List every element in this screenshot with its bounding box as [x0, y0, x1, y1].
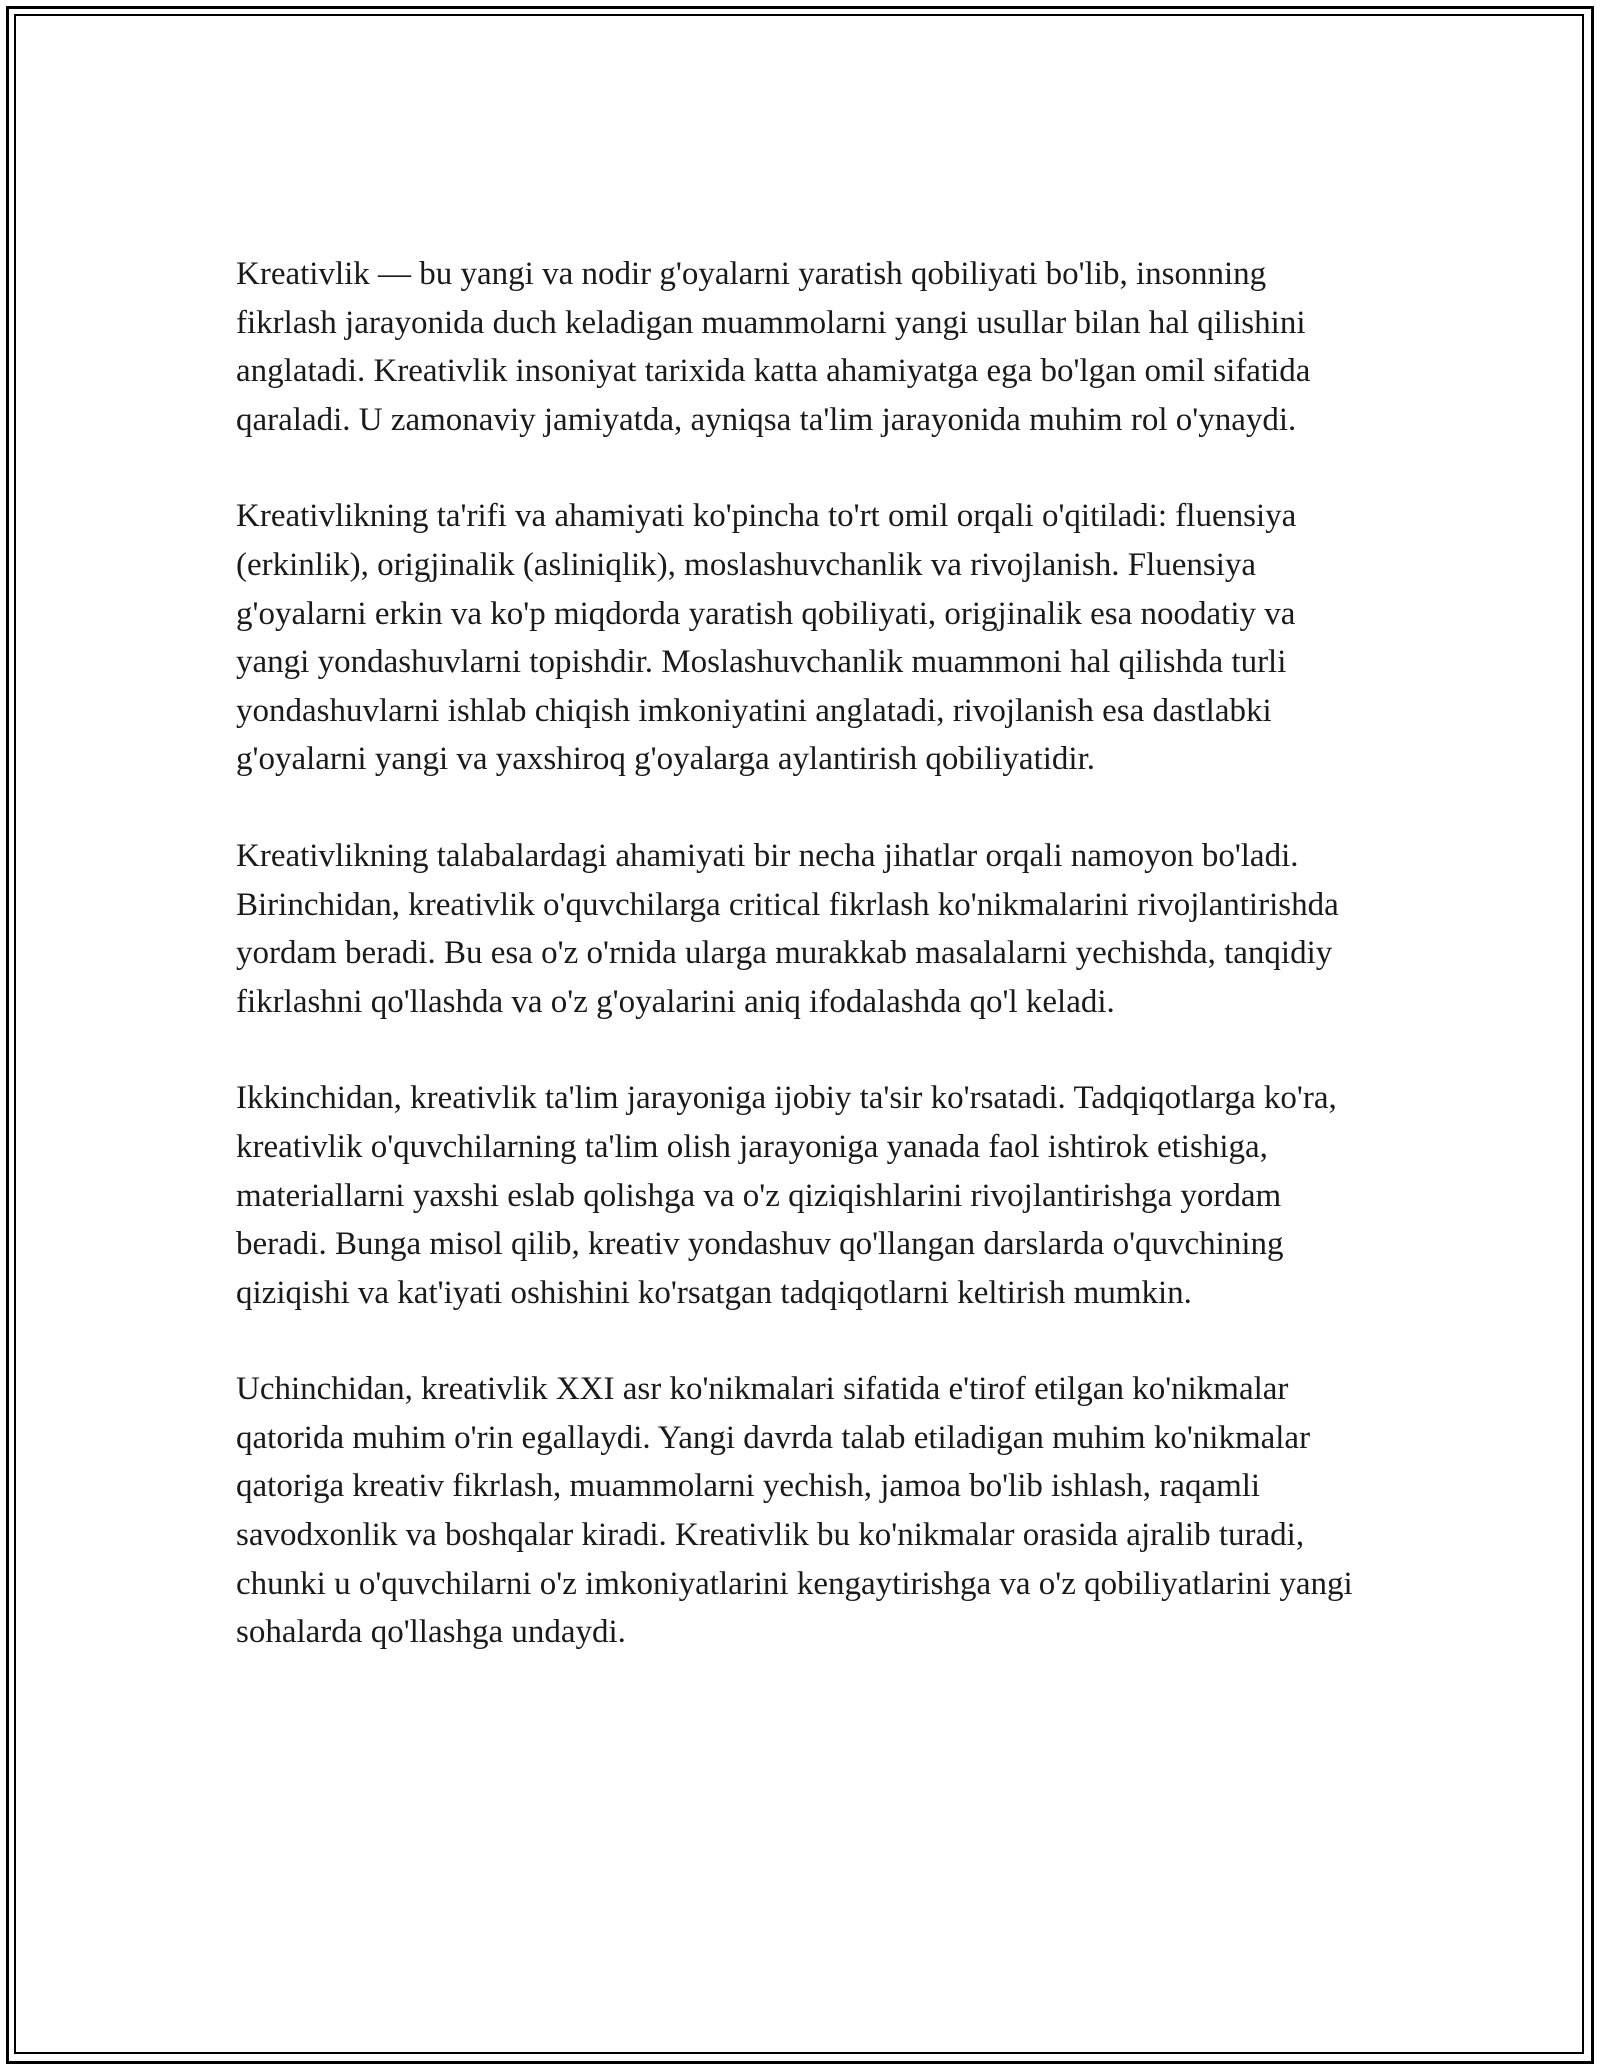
paragraph-5: Uchinchidan, kreativlik XXI asr ko'nikmalari sifatida e'tirof etilgan ko'nikmalar qatorida muhim o'rin egallaydi. Yangi davrda talab etiladigan muhim ko'nikmalar qatoriga kreativ fikrlash, muammolarni yechish, jamoa bo'lib ishlash, raqamli savodxonlik va boshqalar kiradi. Kreativlik bu ko'nikmalar orasida ajralib turadi, chunki u o'quvchilarni o'z imkoniyatlarini kengaytirishga va o'z qobiliyatlarini yangi sohalarda qo'llashga undaydi. [236, 1371, 1353, 1651]
document-body [236, 250, 1366, 1705]
paragraph-1: Kreativlik — bu yangi va nodir g'oyalarni yaratish qobiliyati bo'lib, insonning fikrlash jarayonida duch keladigan muammolarni yangi usullar bilan hal qilishini anglatadi. Kreativlik insoniyat tarixida katta ahamiyatga ega bo'lgan omil sifatida qaraladi. U zamonaviy jamiyatda, ayniqsa ta'lim jarayonida muhim rol o'ynaydi. [236, 256, 1311, 438]
paragraph-3: Kreativlikning talabalardagi ahamiyati bir necha jihatlar orqali namoyon bo'ladi. Birinchidan, kreativlik o'quvchilarga critical fikrlash ko'nikmalarini rivojlantirishda yordam beradi. Bu esa o'z o'rnida ularga murakkab masalalarni yechishda, tanqidiy fikrlashni qo'llashda va o'z g'oyalarini aniq ifodalashda qo'l keladi. [236, 837, 1339, 1020]
paragraph-2: Kreativlikning ta'rifi va ahamiyati ko'pincha to'rt omil orqali o'qitiladi: fluensiya (erkinlik), origjinalik (asliniqlik), moslashuvchanlik va rivojlanish. Fluensiya g'oyalarni erkin va ko'p miqdorda yaratish qobiliyati, origjinalik esa noodatiy va yangi yondashuvlarni topishdir. Moslashuvchanlik muammoni hal qilishda turli yondashuvlarni ishlab chiqish imkoniyatini anglatadi, rivojlanish esa dastlabki g'oyalarni yangi va yaxshiroq g'oyalarga aylantirish qobiliyatidir. [236, 498, 1297, 778]
paragraph-4: Ikkinchidan, kreativlik ta'lim jarayoniga ijobiy ta'sir ko'rsatadi. Tadqiqotlarga ko'ra, kreativlik o'quvchilarning ta'lim olish jarayoniga yanada faol ishtirok etishiga, materiallarni yaxshi eslab qolishga va o'z qiziqishlarini rivojlantirishga yordam beradi. Bunga misol qilib, kreativ yondashuv qo'llangan darslarda o'quvchining qiziqishi va kat'iyati oshishini ko'rsatgan tadqiqotlarni keltirish mumkin. [236, 1080, 1337, 1311]
